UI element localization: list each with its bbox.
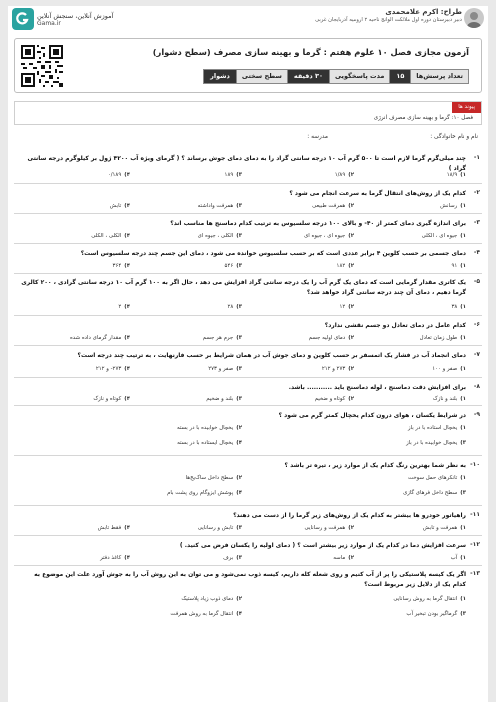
question-text: دمای جسمی بر حسب کلوین ۴ برابر عددی است که بر حسب سلسیوس خوانده می شود ، دمای این جسم چند درجه سلسیوس است؟ (80, 250, 466, 257)
option-item[interactable]: ۳) همرفت واداشته (197, 203, 242, 209)
question-item (14, 378, 482, 406)
brand[interactable] (12, 8, 113, 30)
question-item (14, 536, 482, 566)
question-number: ۹- (473, 411, 480, 418)
option-item[interactable]: ۳) بلند و ضخیم (206, 396, 242, 402)
question-number: ۱۲- (470, 541, 480, 548)
option-item[interactable]: ۱) ۹۱ (451, 263, 466, 269)
option-item[interactable]: ۱) بلند و نازک (432, 396, 466, 402)
option-item[interactable]: ۲) همرفت طبیعی (312, 203, 354, 209)
option-item[interactable]: ۱) آب (450, 555, 466, 561)
option-item[interactable]: ۱) تانکرهای حمل سوخت (408, 475, 466, 481)
option-item[interactable]: ۱) جیوه ای ، الکلی (421, 233, 466, 239)
school-field[interactable]: مدرسه : (307, 134, 328, 140)
topic-text: فصل ۱۰: گرما و بهینه سازی مصرف انرژی (373, 115, 473, 121)
exam-page (8, 6, 488, 702)
brand-url: Gama.ir (37, 19, 61, 27)
question-text: برای افزایش دقت دماسنج ، لوله دماسنج باید ........... باشد. (288, 384, 466, 391)
question-number: ۵- (473, 278, 480, 285)
option-item[interactable]: ۱) انتقال گرما به روش رسانایی (393, 596, 466, 602)
designer-info (315, 8, 462, 23)
option-item[interactable]: ۴) یخچال ایستاده با در بسته (177, 440, 242, 446)
option-item[interactable]: ۳) ۵۴۶ (224, 263, 242, 269)
option-item[interactable]: ۴) ۳۶۴ (112, 263, 130, 269)
question-number: ۷- (473, 351, 480, 358)
question-item (14, 506, 482, 536)
question-item (14, 316, 482, 346)
option-item[interactable]: ۳) یخچال خوابیده با در باز (406, 440, 466, 446)
option-item[interactable]: ۲) یخچال خوابیده با در بسته (176, 425, 242, 431)
option-item[interactable]: ۳) جرم هر جسم (202, 335, 242, 341)
question-number: ۱۳- (470, 570, 480, 577)
question-number: ۶- (473, 321, 480, 328)
option-item[interactable]: ۴) الکلی ، الکلی (91, 233, 130, 239)
option-item[interactable]: ۱) طول زمان تعادل (419, 335, 466, 341)
question-number: ۳- (473, 219, 480, 226)
question-text: سرعت افزایش دما در کدام یک از موارد زیر بیشتر است ؟ ( دمای اولیه را یکسان فرض می کنید. ) (179, 542, 466, 549)
option-item[interactable]: ۳) ۲۸ (227, 304, 242, 310)
exam-meta (203, 69, 469, 84)
question-item (14, 184, 482, 214)
option-item[interactable]: ۴) تابش (109, 203, 130, 209)
option-item[interactable]: ۳) تابش و رسانایی (197, 525, 242, 531)
student-name-field[interactable]: نام و نام خانوادگی : (430, 134, 478, 140)
option-item[interactable]: ۲) ۱۲ (339, 304, 354, 310)
qr-code-icon[interactable] (21, 45, 63, 87)
question-item (14, 274, 482, 316)
question-item (14, 150, 482, 184)
option-item[interactable]: ۲) سطح داخل ساک‌یخ‌ها (185, 475, 242, 481)
question-item (14, 456, 482, 506)
option-item[interactable]: ۲) ماسه (333, 555, 354, 561)
question-item (14, 214, 482, 244)
brand-logo-icon (12, 8, 34, 30)
question-text: برای اندازه گیری دمای کمتر از ۴۰- و بالای ۱۰۰ درجه سلسیوس به ترتیب کدام دماسنج ها مناسب اند؟ (170, 220, 466, 227)
question-text: دمای انجماد آب در فشار یک اتمسفر بر حسب کلوین و دمای جوش آب در همان شرایط بر حسب فارنهایت ، به ترتیب چند درجه است؟ (77, 352, 466, 359)
question-number: ۱۰- (470, 461, 480, 468)
topic-tab[interactable]: پیوند ها (452, 102, 481, 113)
question-number: ۱۱- (470, 511, 480, 518)
question-text: کدام عامل در دمای تعادل دو جسم نقشی ندارد؟ (324, 322, 466, 329)
question-number: ۴- (473, 249, 480, 256)
option-item[interactable]: ۳) ۱۸۹ (224, 172, 242, 178)
question-list (14, 150, 482, 628)
option-item[interactable]: ۴) کاغذ دفتر (100, 555, 130, 561)
designer-desc: دبیر دبیرستان دوره اول ملائکت الوانج ناحیه ۲ ارومیه آذربایجان غربی (315, 17, 462, 23)
option-item[interactable]: ۲) ۲۷۳ و ۲۱۲ (321, 366, 354, 372)
option-item[interactable]: ۴) فقط تابش (97, 525, 130, 531)
designer-name: طراح: اکرم علامحمدی (385, 8, 462, 16)
option-item[interactable]: ۳) الکلی ، جیوه ای (197, 233, 242, 239)
option-item[interactable]: ۲) ۱۸۲ (336, 263, 354, 269)
option-item[interactable]: ۱) همرفت و تابش (422, 525, 466, 531)
question-item (14, 346, 482, 378)
question-count-value: ۱۵ (389, 70, 410, 83)
question-text: یک کاتری مقدار گرمایی است که دمای یک گرم آب را یک درجه سانتی گراد افزایش می دهد ، حال اگر به ۱۰۰ گرم آب ۱۰ درجه سانتی گرادی ، ۲۰۰ کالری گرما دهیم ، دمای آن چند درجه سانتی گراد خواهد شد؟ (21, 279, 466, 296)
option-item[interactable]: ۴) پوشش ایزوگام روی پشت بام (167, 490, 242, 496)
option-item[interactable]: ۴) انتقال گرما به روش همرفت (170, 611, 242, 617)
option-item[interactable]: ۲) جیوه ای ، جیوه ای (304, 233, 354, 239)
question-item (14, 244, 482, 274)
question-text: در شرایط یکسان ، هوای درون کدام یخچال کمتر گرم می شود ؟ (278, 412, 466, 419)
page-header (8, 6, 488, 34)
option-item[interactable]: ۴) ۲ (118, 304, 130, 310)
option-item[interactable]: ۴) ۲۷۳- و ۲۱۲ (95, 366, 130, 372)
option-item[interactable]: ۲) دمای اولیه جسم (308, 335, 354, 341)
option-item[interactable]: ۳) برف (223, 555, 242, 561)
avatar (464, 8, 484, 28)
option-item[interactable]: ۲) دمای ذوب زیاد پلاستیک (181, 596, 242, 602)
question-item (14, 406, 482, 456)
option-item[interactable]: ۲) کوتاه و ضخیم (314, 396, 354, 402)
brand-name: آموزش آنلاین، سنجش آنلاین (37, 11, 114, 20)
option-item[interactable]: ۲) همرفت و رسانایی (304, 525, 354, 531)
question-text: اگر یک کیسه پلاستیکی را پر از آب کنیم و روی شعله کله داریم، کیسه ذوب نمی‌شود و می توان به این روش آب را به جوش آورد علت این موضوع به کدام یک از دلایل زیر مربوط است؟ (34, 571, 466, 588)
exam-title-box (14, 38, 482, 93)
option-item[interactable]: ۱) رسانش (440, 203, 466, 209)
option-item[interactable]: ۳) سطح داخل فرهای گازی (403, 490, 466, 496)
question-number: ۲- (473, 189, 480, 196)
option-item[interactable]: ۲) ۱/۸۹ (334, 172, 354, 178)
question-text: به نظر شما بهترین رنگ کدام یک از موارد زیر ، تیره تر باشد ؟ (284, 462, 466, 469)
question-item (14, 566, 482, 628)
student-info (18, 134, 478, 144)
topic-box (14, 101, 482, 125)
difficulty-label: سطح سختی (236, 70, 287, 83)
option-item[interactable]: ۱) ۳۸ (451, 304, 466, 310)
option-item[interactable]: ۴) مقدار گرمای داده شده (69, 335, 130, 341)
option-item[interactable]: ۳) گرماگیر بودن تبخیر آب (406, 611, 466, 617)
option-item[interactable]: ۴) ۰/۱۸۹ (107, 172, 130, 178)
duration-label: مدت پاسخگویی (329, 70, 389, 83)
option-item[interactable]: ۴) کوتاه و نازک (93, 396, 130, 402)
option-item[interactable]: ۱) ۱۸/۹ (446, 172, 466, 178)
option-item[interactable]: ۱) یخچال استاده با در باز (407, 425, 466, 431)
option-item[interactable]: ۱) صفر و ۱۰۰ (432, 366, 466, 372)
question-number: ۱- (473, 154, 480, 161)
question-text: راهیاتور خودرو ها بیشتر به کدام یک از روش‌های زیر گرما را از دست می دهند؟ (233, 512, 466, 519)
question-text: کدام یک از روش‌های انتقال گرما به سرعت انجام می شود ؟ (289, 190, 466, 197)
option-item[interactable]: ۳) صفر و ۲۷۳ (208, 366, 242, 372)
question-count-label: تعداد پرسش‌ها (410, 70, 468, 83)
question-text: چند میلی‌گرم گرما لازم است تا ۵۰۰ گرم آب ۱۰ درجه سانتی گراد را به دمای دمای جوش برساند ؟ ( گرمای ویژه آب ۴۲۰۰ ژول بر کیلوگرم درجه سانتی گراد ) (27, 155, 466, 172)
question-number: ۸- (473, 383, 480, 390)
exam-title: آزمون مجازی فصل ۱۰ علوم هفتم : گرما و بهینه سازی مصرف (سطح دشوار) (152, 47, 469, 57)
duration-value: ۳۰ دقیقه (287, 70, 329, 83)
difficulty-value: دشوار (204, 70, 236, 83)
